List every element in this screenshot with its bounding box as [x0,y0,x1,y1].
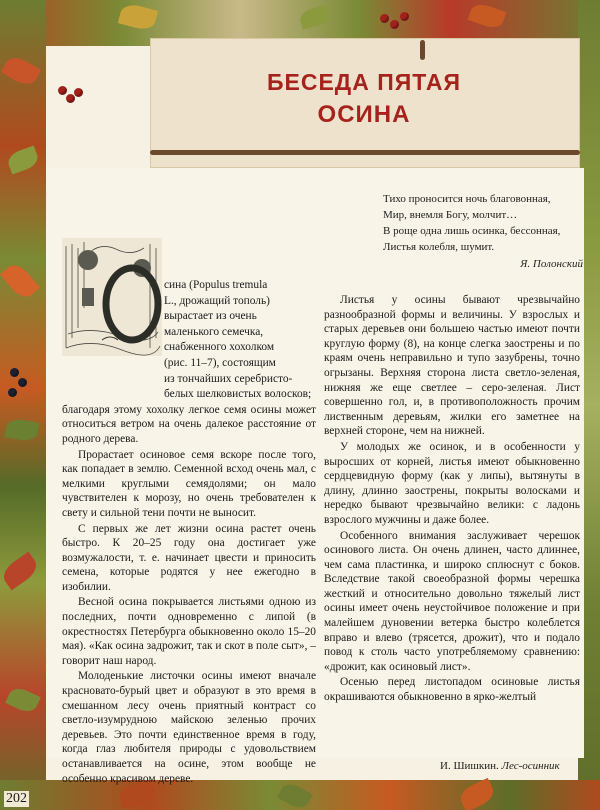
paragraph: Молоденькие листочки осины имеют вначале красновато-бурый цвет и образуют в это время в смешанном лесу очень приятный контраст со светло-изумрудною майскою зеленью прочих деревьев. Это почти единственное время в году, когда глаз любителя природы с удовольствием останавливается на осине, этом вообще не особенно красивом дереве. [62,670,316,785]
paragraph: Прорастает осиновое семя вскоре после того, как попадает в землю. Семенной всход очень мал, с мелкими круглыми семядолями; он мало чувствителен к морозу, но очень требователен к свету и сильной тени почти не выносит. [62,448,316,519]
chapter-subtitle: ОСИНА [317,101,411,128]
hang-line: (рис. 11–7), состоящим [164,356,276,369]
rowan-berry [74,88,83,97]
hang-line: сина (Populus tremula [164,279,268,291]
dark-berry [8,388,17,397]
hang-line: вырастает из очень [164,310,257,323]
dark-berry [10,368,19,377]
drop-cap-letter: О [110,269,154,331]
chapter-title: БЕСЕДА ПЯТАЯ [266,69,461,95]
hang-line: маленького семечка, [164,325,264,338]
page-number: 202 [6,791,27,806]
branch-decoration [150,150,580,155]
paragraph: благодаря этому хохолку легкое семя осины может относиться ветром на очень далекое расстояние от родного дерева. [62,403,316,445]
epigraph-line: Тихо проносится ночь благовонная, [383,193,551,205]
rowan-berry [390,20,399,29]
epigraph-line: Мир, внемля Богу, молчит… [383,209,518,221]
illustration-caption [440,760,560,772]
hang-line: белых шелковистых волосков; [164,388,312,401]
paragraph: Особенного внимания заслуживает черешок осинового листа. Он очень длинен, часто длиннее, чем сама пластинка, и широко сплюснут с боков. Вследствие такой своеобразной формы черешка жесткий и относительно довольно тяжелый лист осины имеет очень неустойчивое положение и при малейшем дуновении ветерка быстро колеблется вправо и влево (трясется, дрожит), что и подало повод к столь часто употребляемому сравнению: «дрожит, как осиновый лист». [324,529,580,673]
caption-title: Лес-осинник [501,760,560,772]
paragraph: Весной осина покрывается листьями одною из последних, почти одновременно с липой (в окрестностях Петербурга обыкновенно около 15–20 мая). «Как осина задрожит, так и скот в поле сыт», – говорит наш народ. [62,596,316,667]
paragraph: Осенью перед листопадом осиновые листья окрашиваются обыкновенно в ярко-желтый [324,676,580,704]
branch-decoration [420,40,425,60]
hang-line: снабженного хохолком [164,341,275,354]
rowan-berry [58,86,67,95]
paragraph: С первых же лет жизни осина растет очень быстро. К 20–25 году она достигает уже возмужалости, т. е. начинает цвести и приносить семена, которые родятся у нее ежегодно в изобилии. [62,522,316,593]
dark-berry [18,378,27,387]
epigraph-author: Я. Полонский [520,258,583,270]
right-column [324,293,580,705]
caption-author: И. Шишкин. [440,760,499,772]
paragraph: У молодых же осинок, и в особенности у выросших от корней, листья имеют обыкновенно сердцевидную форму (как у липы), вытянуты в длину, длинно заострены, покрыты волосками и нередко бывают чрезвычайно велики: с ладонь взрослого мужчины и даже более. [324,440,580,526]
hang-line: L., дрожащий тополь) [164,294,270,307]
epigraph-line: Листья колебля, шумит. [383,241,495,253]
epigraph [383,191,583,272]
hang-line: из тончайших серебристо- [164,372,293,385]
paragraph: Листья у осины бывают чрезвычайно разнообразной формы и величины. У взрослых и старых деревьев они большею частью имеют почти круглую форму (8), на конце слегка заострены и по краям очень неправильно и тупо зазубрены, точно огрызаны. Верхняя сторона листа светло-зеленая, нижняя же еще светлее – серо-зеленая. Лист совершенно гол, и, в противоположность прочим лиственным деревьям, жилки его заметнее на верхней стороне, чем на нижней. [324,294,580,438]
epigraph-line: В роще одна лишь осинка, бессонная, [383,225,561,237]
rowan-berry [400,12,409,21]
rowan-berry [66,94,75,103]
left-column [62,278,316,786]
rowan-berry [380,14,389,23]
